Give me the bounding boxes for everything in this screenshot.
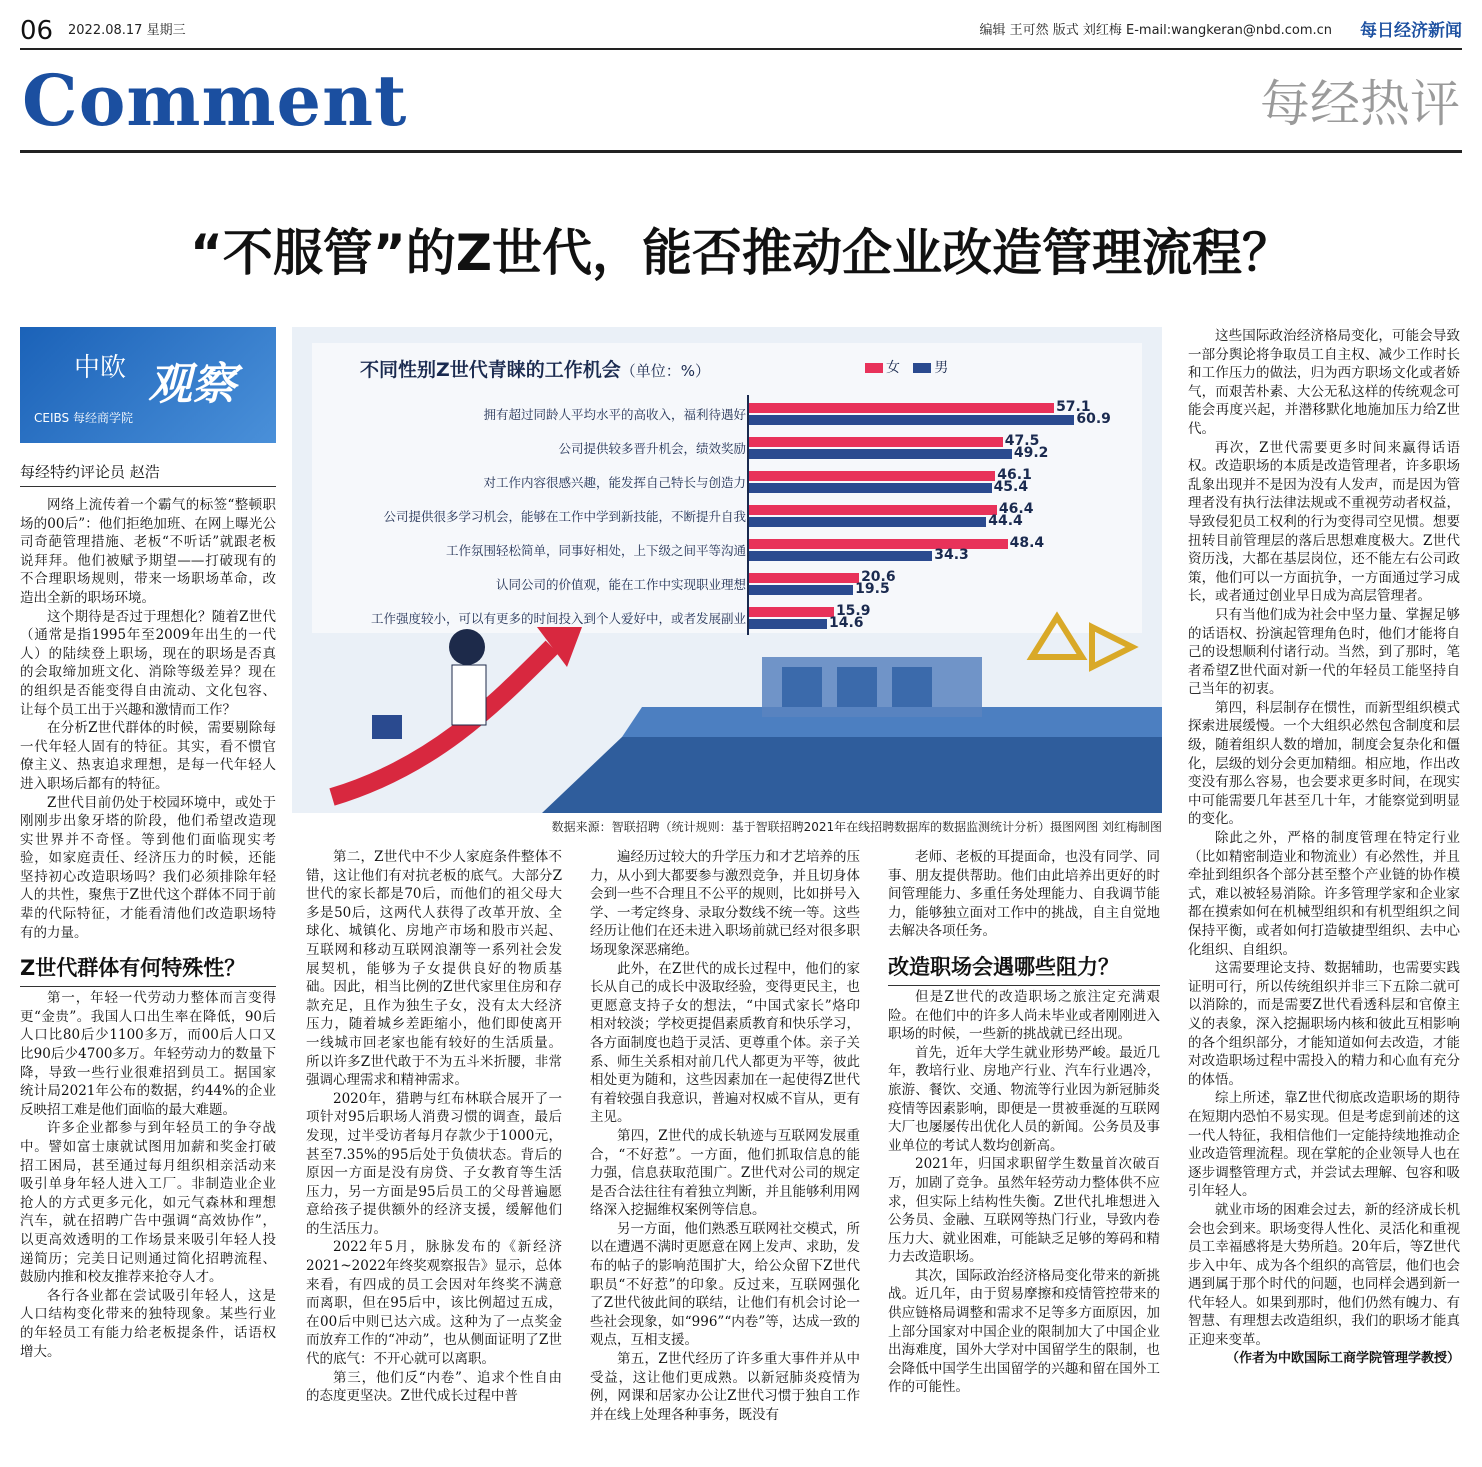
paragraph: 在分析Z世代群体的时候，需要剔除每一代年轻人固有的特征。其实，看不惯官僚主义、热衷追求理想，是每一代年轻人进入职场后都有的特征。 — [20, 720, 276, 792]
section-subheading: Z世代群体有何特殊性？ — [20, 954, 276, 987]
chart-data-label: 60.9 — [1076, 411, 1111, 427]
paragraph: 此外，在Z世代的成长过程中，他们的家长从自己的成长中汲取经验，变得更民主，也更愿意支持子女的想法，“中国式家长”烙印相对较淡；学校更提倡素质教育和快乐学习，各方面制度也趋于灵活、更尊重个体。亲子关系、师生关系相对前几代人都更为平等，彼此相处更为随和，这些因素加在一起使得Z世代有着较强自我意识，普遍对权威不盲从，更有主见。 — [590, 960, 860, 1126]
chart-bar — [749, 449, 1012, 459]
legend-swatch-female — [865, 363, 883, 373]
chart-axis — [747, 395, 749, 635]
chart-data-label: 48.4 — [1009, 535, 1045, 551]
paragraph: 第五，Z世代经历了许多重大事件并从中受益，这让他们更成熟。以新冠肺炎疫情为例，网课和居家办公让Z世代习惯于独自工作并在线上处理各种事务，既没有 — [590, 1351, 860, 1423]
byline-rule — [20, 486, 276, 487]
paragraph: 网络上流传着一个霸气的标签“整顿职场的00后”：他们拒绝加班、在网上曝光公司奇葩管理措施、老板“不听话”就跟老板说拜拜。他们被赋予期望——打破现有的不合理职场规则，带来一场职场革命，改造出全新的职场环境。 — [20, 497, 276, 606]
legend-label-male: 男 — [934, 360, 949, 376]
paragraph: 只有当他们成为社会中坚力量、掌握足够的话语权、扮演起管理角色时，他们才能将自己的设想顺利付诸行动。当然，到了那时，笔者希望Z世代面对新一代的年轻员工能坚持自己当年的初衷。 — [1188, 606, 1460, 698]
paragraph: 这些国际政治经济格局变化，可能会导致一部分舆论将争取员工自主权、减少工作时长和工作压力的做法，归为西方职场文化或者娇气，而艰苦朴素、大公无私这样的传统观念可能会再度兴起，并潜移默化地施加压力给Z世代。 — [1188, 328, 1460, 437]
paragraph: 除此之外，严格的制度管理在特定行业（比如精密制造业和物流业）有必然性，并且牵扯到组织各个部分甚至整个产业链的协作模式，难以被轻易消除。许多管理学家和企业家都在摸索如何在机械型组织和有机型组织之间保持平衡，或者如何打造敏捷型组织、去中心化组织、自组织。 — [1188, 830, 1460, 958]
chart-category-label: 对工作内容很感兴趣，能发挥自己特长与创造力 — [483, 475, 746, 490]
paragraph: 老师、老板的耳提面命，也没有同学、同事、朋友提供帮助。他们由此培养出更好的时间管理能力、多重任务处理能力、自我调节能力，能够独立面对工作中的挑战，自主自觉地去解决各项任务。 — [888, 849, 1160, 940]
chart-data-label: 46.1 — [997, 467, 1032, 483]
editor-credits: 编辑 王可然 版式 刘红梅 E-mail:wangkeran@nbd.com.cn — [979, 23, 1332, 38]
paragraph: 另一方面，他们熟悉互联网社交模式，所以在遭遇不满时更愿意在网上发声、求助，发布的帖子的影响范围扩大，给公众留下Z世代职员“不好惹”的印象。反过来，互联网强化了Z世代彼此间的联结，让他们有机会讨论一些社会现象，如“996”“内卷”等，达成一致的观点，互相支援。 — [590, 1220, 860, 1349]
paragraph: 第四，科层制存在惯性，而新型组织模式探索进展缓慢。一个大组织必然包含制度和层级，随着组织人数的增加，制度会复杂化和僵化，层级的划分会更加精细。相应地，作出改变没有那么容易，也会要求更多时间，在现实中可能需要几年甚至几十年，才能察觉到明显的变化。 — [1188, 699, 1460, 828]
chart-data-label: 45.4 — [993, 479, 1029, 495]
chart-data-label: 49.2 — [1013, 445, 1049, 461]
masthead-rule — [20, 150, 1462, 153]
article-column-3 — [590, 848, 860, 1456]
paragraph: 第二，Z世代中不少人家庭条件整体不错，这让他们有对抗老板的底气。大部分Z世代的家长都是70后，而他们的祖父母大多是50后，这两代人获得了改革开放、全球化、城镇化、房地产市场和股市兴起、互联网和移动互联网浪潮等一系列社会发展契机，能够为子女提供良好的物质基础。因此，相当比例的Z世代家里住房和存款充足，且作为独生子女，没有太大经济压力，随着城乡差距缩小，他们即使离开一线城市回老家也能有较好的生活质量。所以许多Z世代敢于不为五斗米折腰，非常强调心理需求和精神需求。 — [306, 849, 562, 1089]
chart-data-label: 47.5 — [1004, 433, 1040, 449]
infographic — [292, 327, 1162, 813]
author-byline: 每经特约评论员 赵浩 — [20, 463, 160, 481]
chart-category-label: 工作强度较小，可以有更多的时间投入到个人爱好中，或者发展副业 — [370, 611, 746, 626]
chart-data-label: 14.6 — [829, 615, 864, 631]
paragraph: Z世代目前仍处于校园环境中，或处于刚刚步出象牙塔的阶段，他们希望改造现实世界并不奇怪。等到他们面临现实考验，如家庭责任、经济压力的时候，还能坚持初心改造职场吗？我们必须排除年轻人的共性，聚焦于Z世代这个群体不同于前辈的代际特征，才能看清他们改造职场特有的力量。 — [20, 794, 276, 941]
chart-bar — [749, 517, 986, 527]
column-logo-prefix: 中欧 — [74, 353, 127, 383]
paragraph: 就业市场的困难会过去，新的经济成长机会也会到来。职场变得人性化、灵活化和重视员工幸福感将是大势所趋。20年后，等Z世代步入中年、成为各个组织的高管层，他们也会遇到属于那个时代的问题，也同样会遇到新一代年轻人。如果到那时，他们仍然有魄力、有智慧、有理想去改造组织，我们的职场才能真正迎来变革。 — [1188, 1201, 1460, 1349]
graphic-decoration — [292, 327, 1162, 813]
chart-bar — [749, 585, 853, 595]
chart-category-label: 拥有超过同龄人平均水平的高收入，福利待遇好 — [483, 407, 746, 422]
chart-bar — [749, 403, 1054, 413]
chart-bar — [749, 415, 1074, 425]
chart-bar — [749, 505, 997, 515]
chart-data-label: 57.1 — [1056, 399, 1091, 415]
chart-data-label: 46.4 — [998, 501, 1034, 517]
paragraph: 第一，年轻一代劳动力整体而言变得更“金贵”。我国人口出生率在降低，90后人口比80后少1100多万，而00后人口又比90后少4700多万。年轻劳动力的数量下降，导致一些行业很难招到员工。据国家统计局2021年公布的数据，约44%的企业反映招工难是他们面临的最大难题。 — [20, 990, 276, 1118]
paragraph: 首先，近年大学生就业形势严峻。最近几年，教培行业、房地产行业、汽车行业遇冷，旅游、餐饮、交通、物流等行业因为新冠肺炎疫情等因素影响，即便是一贯被垂涎的互联网大厂也屡屡传出优化人员的新闻。公务员及事业单位的考试人数均创新高。 — [888, 1044, 1160, 1154]
section-title-en: Comment — [22, 59, 408, 142]
article-column-1 — [20, 496, 276, 1456]
chart-bar — [749, 437, 1003, 447]
chart-data-label: 19.5 — [855, 581, 890, 597]
paragraph: 遍经历过较大的升学压力和才艺培养的压力，从小到大都要参与激烈竞争，并且切身体会到一些不合理且不公平的规则，比如拼号入学、一考定终身、录取分数线不统一等。这些经历让他们在还未进入职场前就已经对很多职场现象深恶痛绝。 — [590, 849, 860, 958]
legend-swatch-male — [913, 363, 931, 373]
issue-date: 2022.08.17 星期三 — [68, 23, 186, 38]
paragraph: 许多企业都参与到年轻员工的争夺战中。譬如富士康就试图用加薪和奖金打破招工困局，甚至通过每月组织相亲活动来吸引单身年轻人进入工厂。非制造业企业抢人的方式更多元化，如元气森林和理想汽车，就在招聘广告中强调“高效协作”，以更高效透明的工作场景来吸引年轻人投递简历；完美日记则通过简化招聘流程、鼓励内推和校友推荐来抢夺人才。 — [20, 1120, 276, 1286]
chart-bar — [749, 607, 834, 617]
chart-bar — [749, 573, 859, 583]
column-logo-title: 观察 — [148, 359, 236, 410]
paragraph: 2020年，猎聘与红布林联合展开了一项针对95后职场人消费习惯的调查，最后发现，过半受访者每月存款少于1000元，甚至7.35%的95后处于负债状态。背后的原因一方面是没有房贷、子女教育等生活压力，另一方面是95后员工的父母普遍愿意给孩子提供额外的经济支援，缓解他们的生活压力。 — [306, 1090, 562, 1237]
chart-category-label: 认同公司的价值观，能在工作中实现职业理想 — [495, 577, 746, 592]
paragraph: 2021年，归国求职留学生数量首次破百万，加剧了竞争。虽然年轻劳动力整体供不应求，但实际上结构性失衡。Z世代扎堆想进入公务员、金融、互联网等热门行业，导致内卷压力大、就业困难，可能缺乏足够的筹码和精力去改造职场。 — [888, 1156, 1160, 1266]
paragraph: 综上所述，靠Z世代彻底改造职场的期待在短期内恐怕不易实现。但是考虑到前述的这一代人特征，我相信他们一定能持续地推动企业改造管理流程。现在掌舵的企业领导人也在逐步调整管理方式，并尝试去理解、包容和吸引年轻人。 — [1188, 1090, 1460, 1200]
chart-bar — [749, 483, 992, 493]
chart-data-label: 34.3 — [934, 547, 969, 563]
chart-bar — [749, 471, 995, 481]
author-note: （作者为中欧国际工商学院管理学教授） — [1225, 1350, 1460, 1366]
paragraph: 第四，Z世代的成长轨迹与互联网发展重合，“不好惹”。一方面，他们抓取信息的能力强，信息获取范围广。Z世代对公司的规定是否合法往往有着独立判断，并且能够利用网络深入挖掘维权案例等信息。 — [590, 1127, 860, 1219]
paragraph: 再次，Z世代需要更多时间来赢得话语权。改造职场的本质是改造管理者，许多职场乱象出现并不是因为没有人发声，而是因为管理者没有执行法律法规或不重视劳动者权益，导致侵犯员工权利的行为变得司空见惯。想要扭转目前管理层的落后思想难度极大。Z世代资历浅，大都在基层岗位，还不能左右公司政策，他们可以一方面抗争，一方面通过学习成长，或者通过创业早日成为高层管理者。 — [1188, 439, 1460, 605]
chart-title — [360, 355, 710, 382]
chart-data-label: 20.6 — [861, 569, 896, 585]
page-header — [20, 14, 1462, 48]
paragraph: 第三，他们反“内卷”、追求个性自由的态度更坚决。Z世代成长过程中普 — [306, 1369, 562, 1405]
article-column-5 — [1188, 327, 1460, 1456]
article-column-2 — [306, 848, 562, 1456]
chart-bar — [749, 551, 932, 561]
column-logo — [20, 327, 276, 443]
paragraph: 这需要理论支持、数据辅助，也需要实践证明可行，所以传统组织并非三下五除二就可以消除的，而是需要Z世代看透科层和官僚主义的表象，深入挖掘职场内核和彼此互相影响的各个组织部分，才能知道如何去改造，才能对改造职场过程中需投入的精力和心血有充分的体悟。 — [1188, 960, 1460, 1088]
legend-label-female: 女 — [886, 360, 900, 376]
paragraph: 其次，国际政治经济格局变化带来的新挑战。近几年，由于贸易摩擦和疫情管控带来的供应链格局调整和需求不足等多方面原因，加上部分国家对中国企业的限制加大了中国企业出海难度，国外大学对中国留学生的限制，也会降低中国学生出国留学的兴趣和留在国外工作的可能性。 — [888, 1267, 1160, 1396]
graphic-caption: 数据来源：智联招聘（统计规则：基于智联招聘2021年在线招聘数据库的数据监测统计分析）摄图网图 刘红梅制图 — [551, 820, 1162, 834]
section-title-cn: 每经热评 — [1260, 75, 1460, 133]
article-column-4 — [888, 848, 1160, 1456]
chart-category-label: 公司提供很多学习机会，能够在工作中学到新技能，不断提升自我 — [383, 509, 746, 524]
chart-unit: （单位：%） — [620, 362, 711, 380]
chart-data-label: 44.4 — [988, 513, 1023, 529]
header-rule — [20, 48, 1462, 50]
chart-bar — [749, 539, 1008, 549]
chart-category-label: 工作氛围轻松简单，同事好相处，上下级之间平等沟通 — [445, 543, 746, 558]
chart-data-label: 15.9 — [835, 603, 871, 619]
chart-category-label: 公司提供较多晋升机会，绩效奖励 — [558, 441, 746, 456]
page-number: 06 — [20, 16, 54, 46]
article-headline: “不服管”的Z世代，能否推动企业改造管理流程？ — [190, 224, 1292, 282]
paragraph: 这个期待是否过于理想化？随着Z世代（通常是指1995年至2009年出生的一代人）的陆续登上职场，现在的职场是否真的会取缔加班文化、消除等级差异？现在的组织是否能变得自由流动、文化包容、让每个员工出于兴趣和激情而工作？ — [20, 608, 276, 718]
chart-bar — [749, 619, 827, 629]
section-subheading: 改造职场会遇哪些阻力？ — [888, 953, 1160, 986]
newspaper-name: 每日经济新闻 — [1360, 21, 1462, 41]
paragraph: 但是Z世代的改造职场之旅注定充满艰险。在他们中的许多人尚未毕业或者刚刚进入职场的时候，一些新的挑战就已经出现。 — [888, 988, 1160, 1043]
chart-legend — [865, 357, 948, 377]
column-logo-footer: CEIBS 每经商学院 — [34, 411, 133, 425]
paragraph: 各行各业都在尝试吸引年轻人，这是人口结构变化带来的独特现象。某些行业的年轻员工有能力给老板提条件，话语权增大。 — [20, 1287, 276, 1360]
chart-title-text: 不同性别Z世代青睐的工作机会 — [360, 359, 621, 381]
paragraph: 2022年5月，脉脉发布的《新经济2021~2022年终奖观察报告》显示，总体来看，有四成的员工会因对年终奖不满意而离职，但在95后中，该比例超过五成，在00后中则已达六成。这种为了一点奖金而放弃工作的“冲动”，也从侧面证明了Z世代的底气：不开心就可以离职。 — [306, 1239, 562, 1368]
